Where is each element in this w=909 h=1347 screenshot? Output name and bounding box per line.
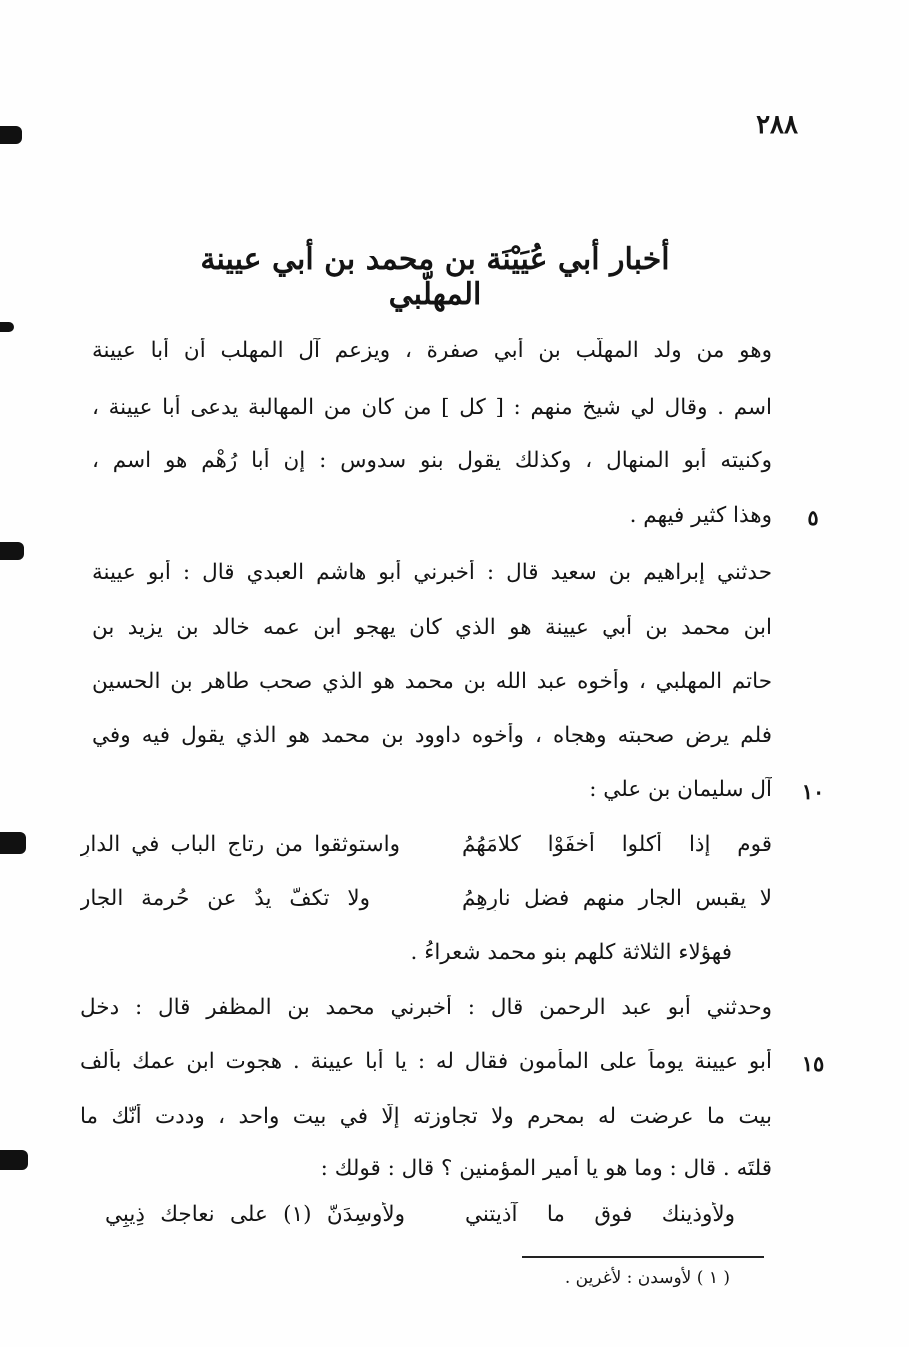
text-line: وكنيته أبو المنهال ، وكذلك يقول بنو سدوس : إن أبا رُهْم هو اسم ،: [92, 448, 772, 473]
verse-second-hemistich: ولأُوسِدَنّ (١) على نعاجك ذِيبِي: [105, 1202, 405, 1227]
text-line: اسم . وقال لي شيخ منهم : [ كل ] من كان من المهالبة يدعى أبا عيينة ،: [92, 395, 772, 420]
text-line: آل سليمان بن علي :: [589, 777, 772, 802]
text-line: وهو من ولد المهلّب بن أبي صفرة ، ويزعم آل المهلب أن أبا عيينة: [92, 338, 772, 363]
text-line: وهذا كثير فيهم .: [629, 503, 772, 528]
line-number: ١٥: [801, 1051, 825, 1076]
footnote-divider: [522, 1256, 764, 1258]
verse-first-hemistich: قوم إذا أكلوا أخفَوْا كلامَهُمُ: [462, 832, 772, 857]
scan-edge-mark: [0, 832, 26, 854]
text-line: قلتَه . قال : وما هو يا أمير المؤمنين ؟ قال : قولك :: [320, 1156, 772, 1181]
verse-line: [80, 832, 772, 864]
text-line: حاتم المهلبي ، وأخوه عبد الله بن محمد هو الذي صحب طاهر بن الحسين: [92, 669, 772, 694]
verse-first-hemistich: لا يقبس الجار منهم فضل نارِهِمُ: [462, 886, 772, 911]
verse-line: [80, 886, 772, 918]
text-line: حدثني إبراهيم بن سعيد قال : أخبرني أبو هاشم العبدي قال : أبو عيينة: [92, 560, 772, 585]
page-number: ٢٨٨: [756, 110, 798, 140]
scan-edge-mark: [0, 1150, 28, 1170]
line-number: ١٠: [801, 779, 825, 804]
text-line: فلم يرض صحبته وهجاه ، وأخوه داوود بن محمد هو الذي يقول فيه وفي: [92, 723, 772, 748]
chapter-title: أخبار أبي عُيَيْنَة بن محمد بن أبي عيينة المهلّبي: [200, 242, 670, 312]
verse-line: [105, 1202, 735, 1234]
text-line: وحدثني أبو عبد الرحمن قال : أخبرني محمد بن المظفر قال : دخل: [80, 995, 772, 1020]
text-line: ابن محمد بن أبي عيينة هو الذي كان يهجو ابن عمه خالد بن يزيد بن: [92, 615, 772, 640]
scan-edge-mark: [0, 126, 22, 144]
verse-second-hemistich: ولا تكفّ يدٌ عن حُرمة الجار: [80, 886, 370, 911]
text-line: أبو عيينة يوماً على المأمون فقال له : يا أبا عيينة . هجوت ابن عمك بألف: [80, 1049, 772, 1074]
text-line: بيت ما عرضت له بمحرم ولا تجاوزته إلّا في بيت واحد ، وددت أنّك ما: [80, 1104, 772, 1129]
scan-edge-mark: [0, 322, 14, 332]
text-line: فهؤلاء الثلاثة كلهم بنو محمد شعراءُ .: [410, 940, 732, 965]
verse-second-hemistich: واستوثقوا من رتاج الباب في الدارِ: [80, 832, 400, 857]
scan-edge-mark: [0, 542, 24, 560]
line-number: ٥: [807, 505, 819, 530]
verse-first-hemistich: ولأُوذينك فوق ما آذيتني: [465, 1202, 735, 1227]
footnote: ( ١ ) لأوسدن : لأغرين .: [564, 1268, 730, 1288]
